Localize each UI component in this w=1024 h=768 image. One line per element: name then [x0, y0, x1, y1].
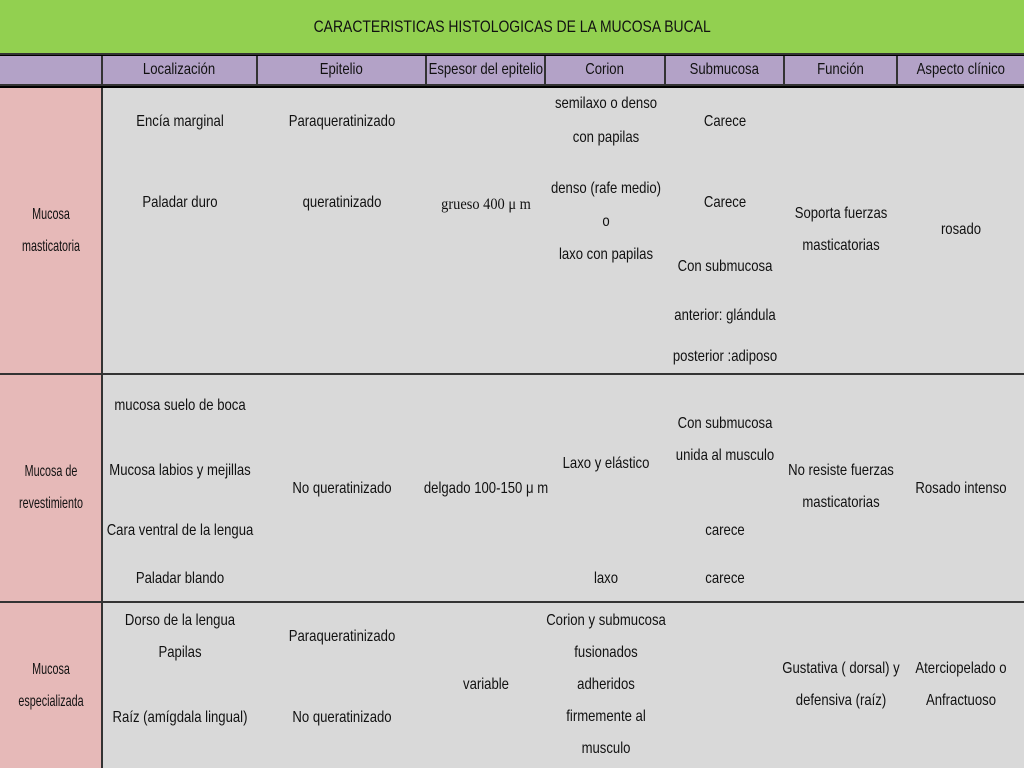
cell-text: Paladar blando: [135, 570, 225, 587]
cell-text: Encía marginal: [136, 113, 224, 130]
cell-text: queratinizado: [302, 194, 382, 211]
cell-text: masticatorias: [802, 494, 880, 511]
table-title: CARACTERISTICAS HISTOLOGICAS DE LA MUCOSA BUCAL: [313, 16, 711, 36]
cell-text: Laxo y elástico: [562, 455, 650, 472]
cell-text: firmemente al: [566, 708, 646, 725]
cell-text: Con submucosa: [677, 415, 773, 432]
cell-text: carece: [705, 522, 745, 539]
cell-text: Dorso de la lengua: [124, 612, 236, 629]
cell-text: Con submucosa: [677, 258, 773, 275]
cell-text: rosado: [940, 221, 982, 238]
cell-text: masticatorias: [802, 237, 880, 254]
cell-text: Carece: [703, 194, 747, 211]
header-corion: Corion: [546, 56, 666, 86]
cell-text: Carece: [703, 113, 747, 130]
cell-text: Corion y submucosa: [546, 612, 666, 629]
cell-text: Cara ventral de la lengua: [106, 522, 254, 539]
band-label-masticatoria: Mucosa masticatoria: [0, 88, 103, 375]
cell-text: Aterciopelado o: [915, 660, 1007, 677]
header-aspecto: Aspecto clínico: [898, 56, 1024, 86]
header-espesor: Espesor del epitelio: [427, 56, 546, 86]
cell-text: fusionados: [574, 644, 638, 661]
cell-text: carece: [705, 570, 745, 587]
band-body-revestimiento: [103, 375, 1024, 603]
cell-text: delgado 100-150 μ m: [423, 480, 549, 497]
header-submucosa: Submucosa: [666, 56, 785, 86]
cell-text: Paraqueratinizado: [288, 113, 396, 130]
cell-text: con papilas: [572, 129, 640, 146]
cell-text: No queratinizado: [292, 480, 392, 497]
cell-text: Raíz (amígdala lingual): [112, 709, 248, 726]
cell-text: Paladar duro: [142, 194, 218, 211]
band-label-especializada: Mucosa especializada: [0, 603, 103, 768]
cell-text: No resiste fuerzas: [788, 462, 894, 479]
cell-text: semilaxo o denso: [554, 95, 658, 112]
cell-text: No queratinizado: [292, 709, 392, 726]
cell-text: grueso 400 μ m: [441, 196, 531, 213]
cell-text: Anfractuoso: [925, 692, 997, 709]
cell-text: defensiva (raíz): [795, 692, 887, 709]
cell-text: denso (rafe medio): [550, 180, 662, 197]
band-body-especializada: [103, 603, 1024, 768]
header-epitelio: Epitelio: [258, 56, 427, 86]
cell-text: Mucosa labios y mejillas: [109, 462, 251, 479]
cell-text: anterior: glándula: [674, 307, 776, 324]
cell-text: Paraqueratinizado: [288, 628, 396, 645]
header-corner: [0, 56, 103, 86]
cell-text: adheridos: [577, 676, 635, 693]
cell-text: unida al musculo: [675, 447, 775, 464]
cell-text: Gustativa ( dorsal) y: [782, 660, 900, 677]
cell-text: posterior :adiposo: [672, 348, 778, 365]
cell-text: laxo con papilas: [558, 246, 654, 263]
cell-text: laxo: [593, 570, 619, 587]
cell-text: o: [602, 213, 610, 230]
cell-text: Soporta fuerzas: [794, 205, 888, 222]
header-funcion: Función: [785, 56, 898, 86]
band-label-revestimiento: Mucosa de revestimiento: [0, 375, 103, 603]
cell-text: variable: [463, 676, 509, 693]
header-localizacion: Localización: [103, 56, 258, 86]
cell-text: Papilas: [158, 644, 202, 661]
cell-text: musculo: [581, 740, 631, 757]
table-title-bar: [0, 0, 1024, 55]
cell-text: mucosa suelo de boca: [114, 397, 246, 414]
cell-text: Rosado intenso: [915, 480, 1007, 497]
band-body-masticatoria: [103, 88, 1024, 375]
